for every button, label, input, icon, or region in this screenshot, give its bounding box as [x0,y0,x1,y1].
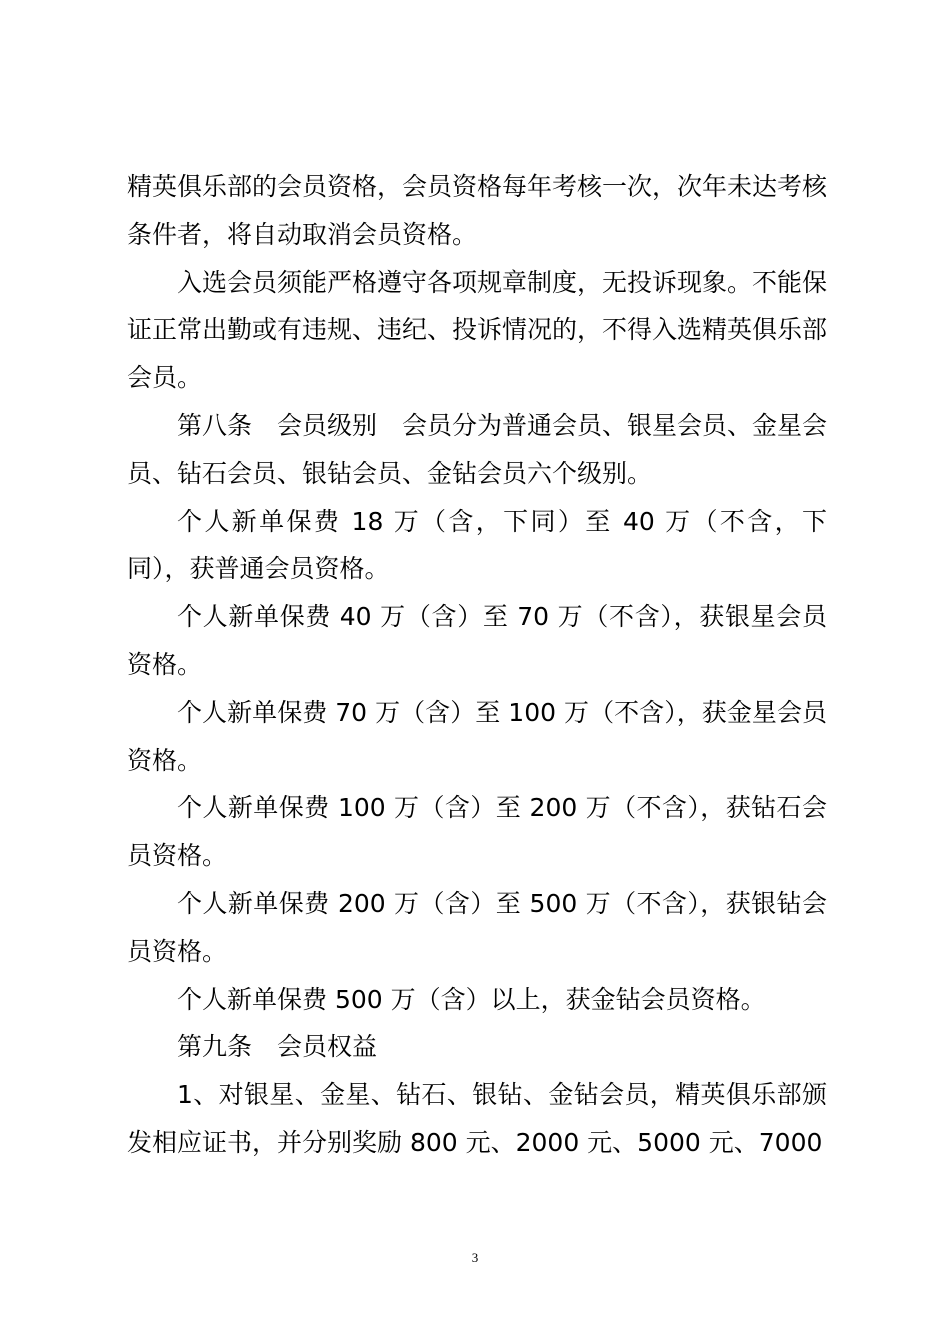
paragraph-level-silver-star: 个人新单保费 40 万（含）至 70 万（不含），获银星会员资格。 [127,602,827,679]
paragraph-level-regular: 个人新单保费 18 万（含，下同）至 40 万（不含，下同），获普通会员资格。 [127,506,827,584]
paragraph-level-silver-diamond: 个人新单保费 200 万（含）至 500 万（不含），获银钻会员资格。 [127,888,827,966]
paragraph-level-gold-star: 个人新单保费 70 万（含）至 100 万（不含），获金星会员资格。 [127,697,827,775]
paragraph-benefits-1: 1、对银星、金星、钻石、银钻、金钻会员，精英俱乐部颁发相应证书，并分别奖励 800 元、2000 元、5000 元、7000 [127,1080,827,1157]
paragraph-selection-rules: 入选会员须能严格遵守各项规章制度，无投诉现象。不能保证正常出勤或有违规、违纪、投诉情况的，不得入选精英俱乐部会员。 [127,267,828,393]
page-number: 3 [471,1250,479,1265]
paragraph-membership-assessment: 精英俱乐部的会员资格，会员资格每年考核一次，次年未达考核条件者，将自动取消会员资格。 [127,172,828,249]
paragraph-level-diamond: 个人新单保费 100 万（含）至 200 万（不含），获钻石会员资格。 [127,793,827,871]
paragraph-article-8-levels: 第八条 会员级别 会员分为普通会员、银星会员、金星会员、钻石会员、银钻会员、金钻会员六个级别。 [127,410,828,488]
document-body [127,163,827,1167]
paragraph-article-9-heading: 第九条 会员权益 [177,1032,378,1062]
paragraph-level-gold-diamond: 个人新单保费 500 万（含）以上，获金钻会员资格。 [177,984,766,1014]
